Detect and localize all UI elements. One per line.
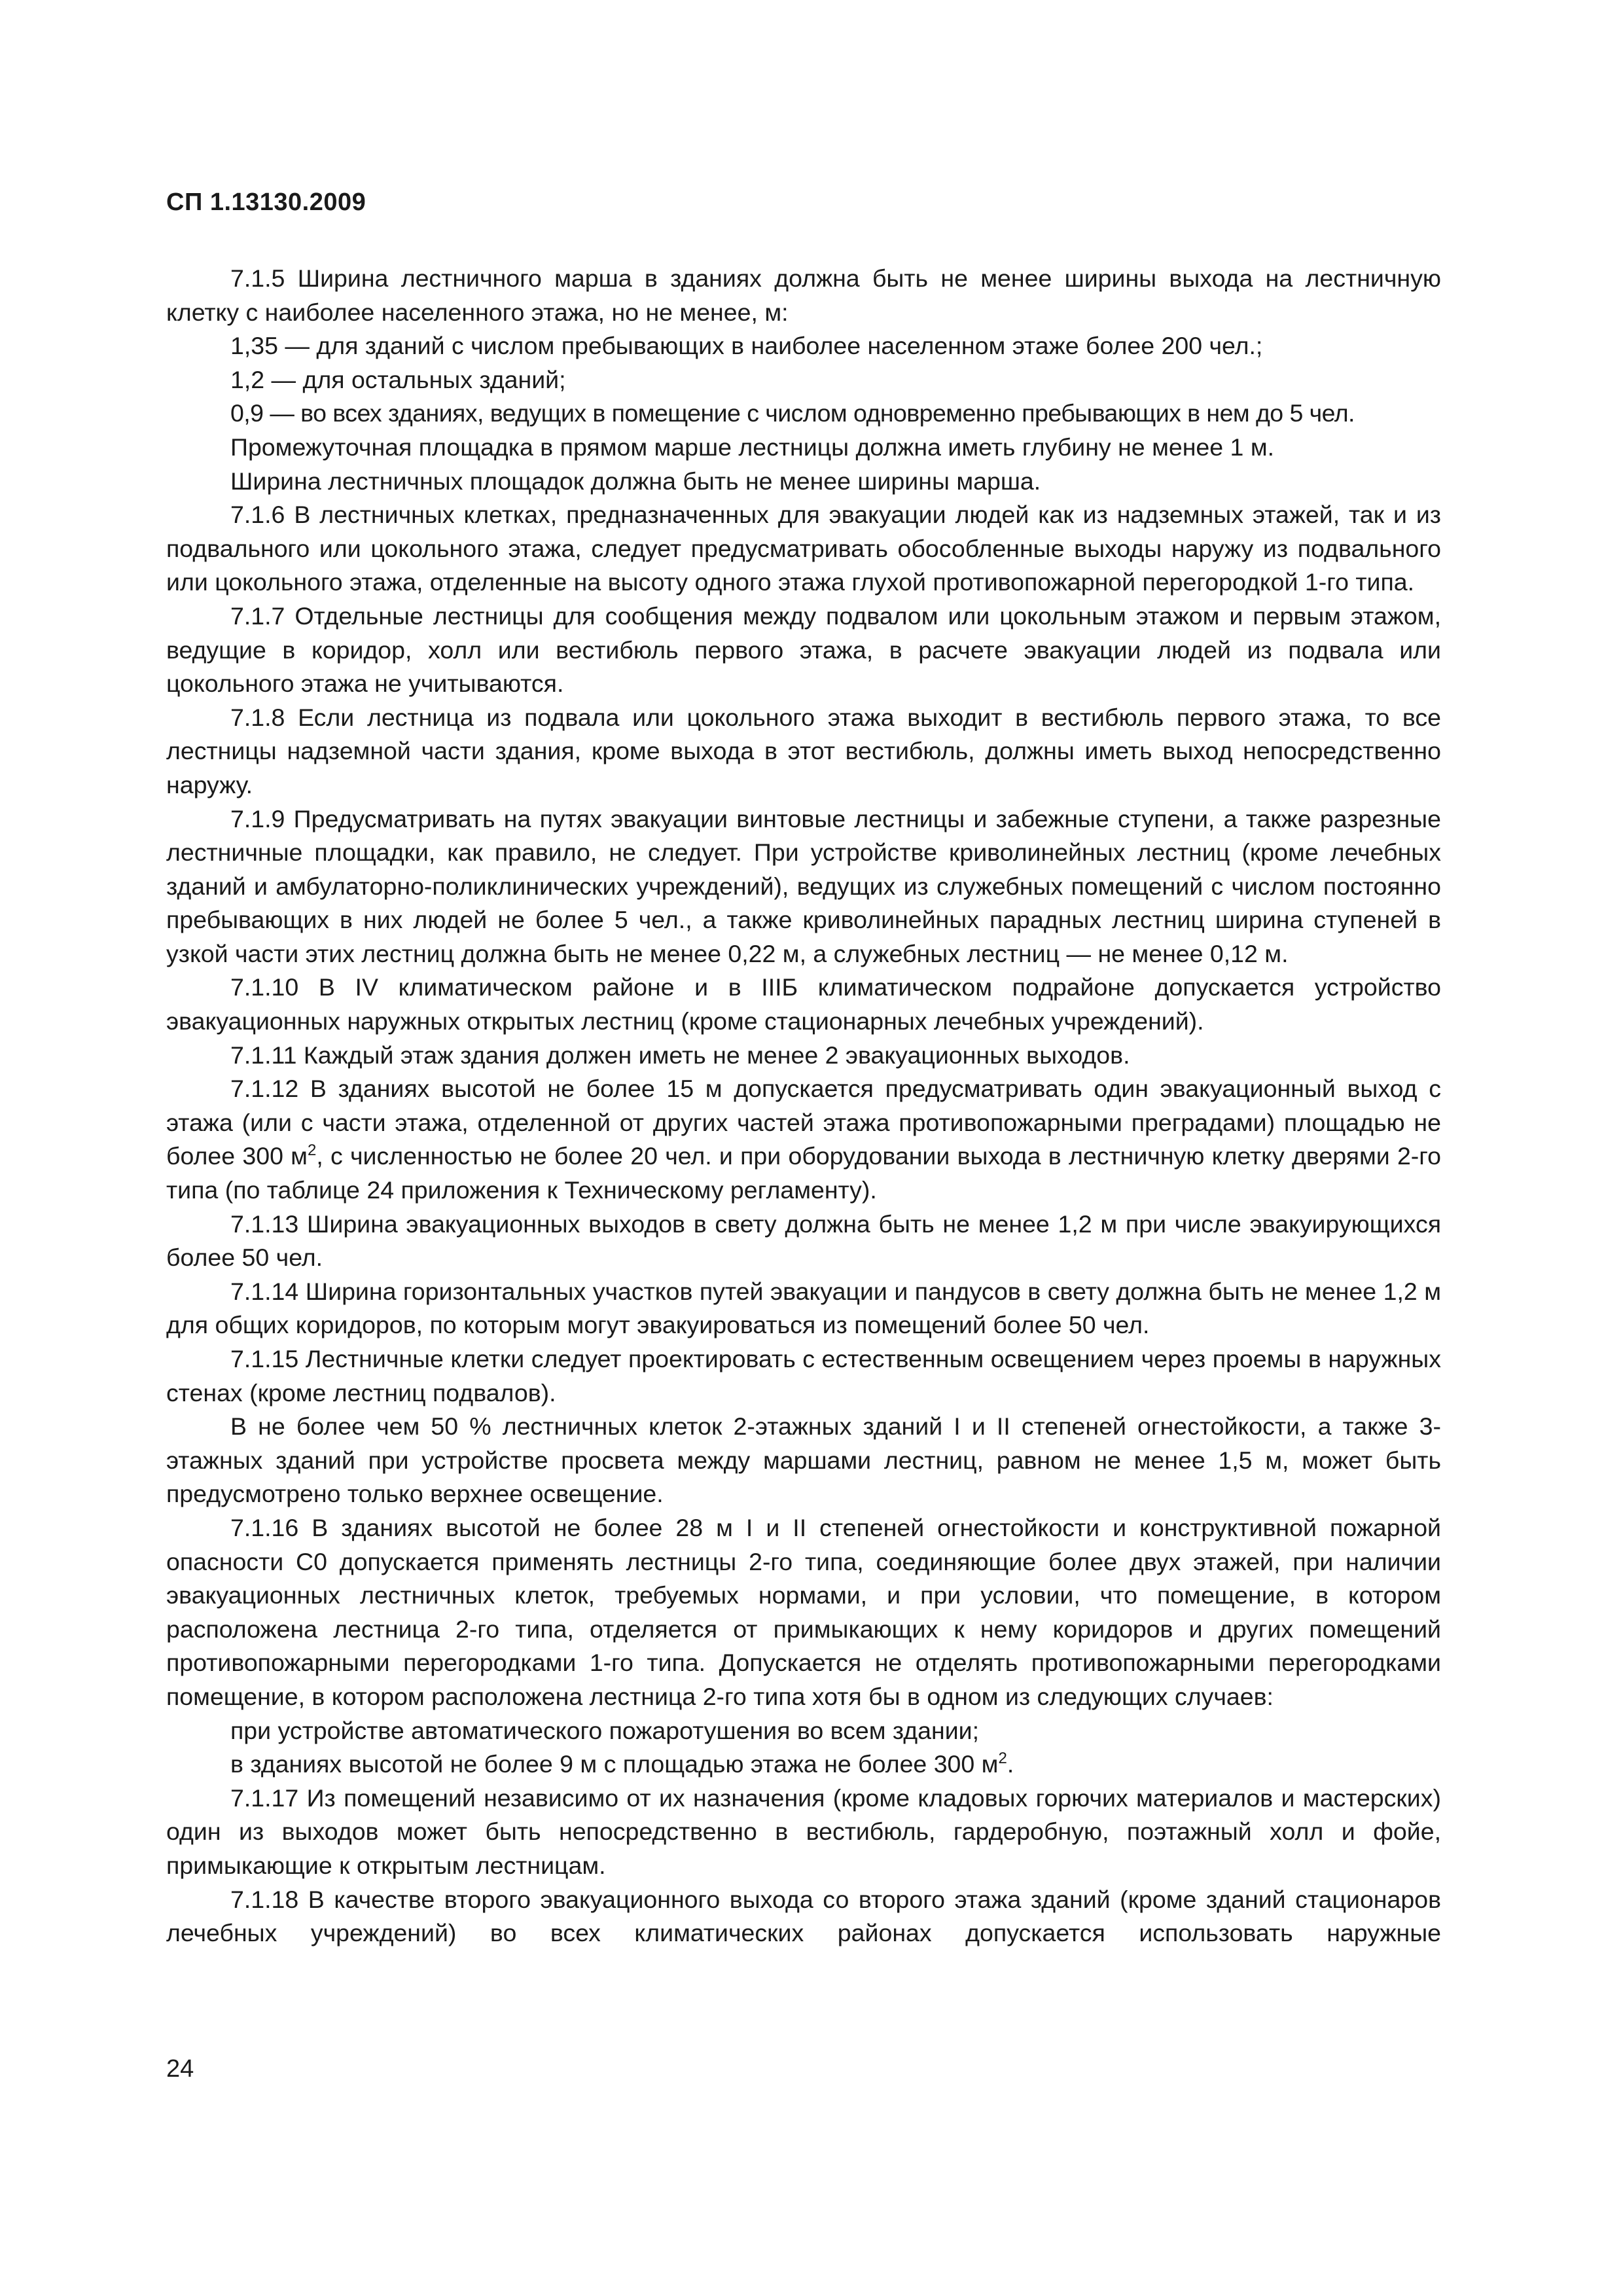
superscript-2: 2 (307, 1141, 317, 1160)
list-item-1-35: 1,35 — для зданий с числом пребывающих в наиболее населенном этаже более 200 чел.; (230, 332, 1263, 360)
paragraph-7-1-7: 7.1.7 Отдельные лестницы для сообщения между подвалом или цокольным этажом и первым этажом, ведущие в коридор, холл или вестибюль первого этажа, в расчете эвакуации людей из подвала или цокольного этажа не учитываются. (166, 601, 1441, 698)
list-item-0-9: 0,9 — во всех зданиях, ведущих в помещение с числом одновременно пребывающих в нем до 5 чел. (230, 399, 1355, 427)
paragraph-7-1-6: 7.1.6 В лестничных клетках, предназначенных для эвакуации людей как из надземных этажей, так и из подвального или цокольного этажа, следует предусматривать обособленные выходы наружу из подвального или цокольного этажа, отделенные на высоту одного этажа глухой противопожарной перегородкой 1-го типа. (166, 501, 1441, 596)
paragraph-7-1-12-part-b: , с численностью не более 20 чел. и при оборудовании выхода в лестничную клетку дверями 2-го типа (по таблице 24 приложения к Техническому регламенту). (166, 1142, 1441, 1204)
paragraph-7-1-15: 7.1.15 Лестничные клетки следует проектировать с естественным освещением через проемы в наружных стенах (кроме лестниц подвалов). (166, 1345, 1441, 1407)
paragraph-7-1-16: 7.1.16 В зданиях высотой не более 28 м I и II степеней огнестойкости и конструктивной пожарной опасности С0 допускается применять лестницы 2-го типа, соединяющие более двух этажей, при наличии эвакуационных лестничных клеток, требуемых нормами, и при условии, что помещение, в котором расположена лестница 2-го типа, отделяется от примыкающих к нему коридоров и других помещений противопожарными перегородками 1-го типа. Допускается не отделять противопожарными перегородками помещение, в котором расположена лестница 2-го типа хотя бы в одном из следующих случаев: (166, 1513, 1441, 1710)
document-header: СП 1.13130.2009 (166, 188, 366, 216)
paragraph-top-lighting: В не более чем 50 % лестничных клеток 2-этажных зданий I и II степеней огнестойкости, а также 3-этажных зданий при устройстве просвета между маршами лестниц, равном не менее 1,5 м, может быть предусмотрено только верхнее освещение. (166, 1412, 1441, 1508)
list-item-building-height-part-a: в зданиях высотой не более 9 м с площадью этажа не более 300 м (230, 1750, 999, 1778)
paragraph-7-1-5: 7.1.5 Ширина лестничного марша в зданиях должна быть не менее ширины выхода на лестничную клетку с наиболее населенного этажа, но не менее, м: (166, 264, 1441, 326)
list-item-auto-extinguishing: при устройстве автоматического пожаротушения во всем здании; (230, 1716, 980, 1744)
superscript-2: 2 (998, 1749, 1007, 1768)
paragraph-7-1-9: 7.1.9 Предусматривать на путях эвакуации винтовые лестницы и забежные ступени, а также разрезные лестничные площадки, как правило, не следует. При устройстве криволинейных лестниц (кроме лечебных зданий и амбулаторно-поликлинических учреждений), ведущих из служебных помещений с числом постоянно пребывающих в них людей не более 5 чел., а также криволинейных парадных лестниц ширина ступеней в узкой части этих лестниц должна быть не менее 0,22 м, а служебных лестниц — не менее 0,12 м. (166, 804, 1441, 967)
paragraph-7-1-8: 7.1.8 Если лестница из подвала или цокольного этажа выходит в вестибюль первого этажа, то все лестницы надземной части здания, кроме выхода в этот вестибюль, должны иметь выход непосредственно наружу. (166, 703, 1441, 798)
paragraph-7-1-12-part-a: 7.1.12 В зданиях высотой не более 15 м допускается предусматривать один эвакуационный выход с этажа (или с части этажа, отделенной от других частей этажа противопожарными преградами) площадью не более 300 м (166, 1075, 1441, 1170)
paragraph-intermediate-landing: Промежуточная площадка в прямом марше лестницы должна иметь глубину не менее 1 м. (230, 433, 1275, 461)
paragraph-7-1-12 (166, 1072, 1441, 1207)
paragraph-7-1-17: 7.1.17 Из помещений независимо от их назначения (кроме кладовых горючих материалов и мастерских) один из выходов может быть непосредственно в вестибюль, гардеробную, поэтажный холл и фойе, примыкающие к открытым лестницам. (166, 1784, 1441, 1879)
list-item-building-height-part-b: . (1007, 1750, 1014, 1778)
paragraph-landing-width: Ширина лестничных площадок должна быть не менее ширины марша. (230, 467, 1041, 495)
document-body (166, 262, 1441, 1950)
paragraph-7-1-18: 7.1.18 В качестве второго эвакуационного выхода со второго этажа зданий (кроме зданий стационаров лечебных учреждений) во всех климатических районах допускается использовать наружные (166, 1885, 1441, 1947)
paragraph-7-1-13: 7.1.13 Ширина эвакуационных выходов в свету должна быть не менее 1,2 м при числе эвакуирующихся более 50 чел. (166, 1210, 1441, 1272)
list-item-building-height (166, 1748, 1441, 1782)
paragraph-7-1-11: 7.1.11 Каждый этаж здания должен иметь не менее 2 эвакуационных выходов. (230, 1041, 1130, 1069)
paragraph-7-1-14: 7.1.14 Ширина горизонтальных участков путей эвакуации и пандусов в свету должна быть не менее 1,2 м для общих коридоров, по которым могут эвакуироваться из помещений более 50 чел. (166, 1277, 1441, 1339)
page-number: 24 (166, 2055, 194, 2083)
list-item-1-2: 1,2 — для остальных зданий; (230, 365, 566, 393)
paragraph-7-1-10: 7.1.10 В IV климатическом районе и в IIIБ климатическом подрайоне допускается устройство эвакуационных наружных открытых лестниц (кроме стационарных лечебных учреждений). (166, 973, 1441, 1035)
